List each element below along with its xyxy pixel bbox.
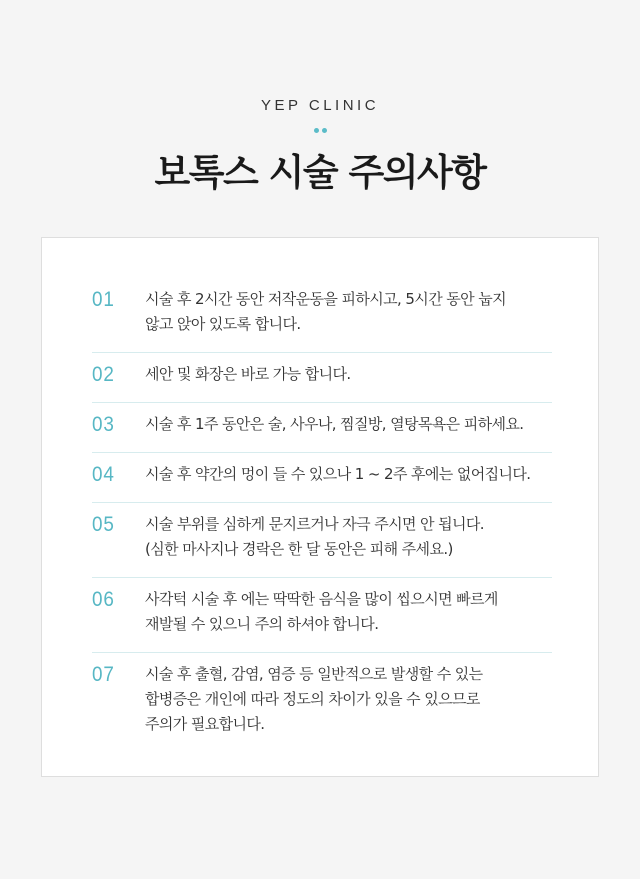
page-title: 보톡스 시술 주의사항 — [154, 151, 486, 194]
brand-label: YEP CLINIC — [260, 97, 380, 114]
item-number: 04 — [92, 463, 115, 486]
item-text-line: 시술 후 약간의 멍이 들 수 있으나 1 ~ 2주 후에는 없어집니다. — [145, 465, 531, 483]
precaution-item — [92, 578, 552, 653]
item-text-line: 재발될 수 있으니 주의 하셔야 합니다. — [145, 615, 379, 633]
item-text-line: 세안 및 화장은 바로 가능 합니다. — [145, 365, 351, 383]
item-text — [145, 587, 552, 637]
precaution-item — [92, 453, 552, 503]
dot-icon — [314, 128, 319, 133]
item-text-line: 합병증은 개인에 따라 정도의 차이가 있을 수 있으므로 — [145, 690, 480, 708]
precaution-item — [92, 278, 552, 353]
item-text — [145, 287, 552, 337]
item-text-line: (심한 마사지나 경락은 한 달 동안은 피해 주세요.) — [145, 540, 453, 558]
decorative-dots — [0, 128, 640, 133]
item-text — [145, 412, 552, 437]
precautions-card — [41, 237, 599, 777]
item-text-line: 시술 후 출혈, 감염, 염증 등 일반적으로 발생할 수 있는 — [145, 665, 483, 683]
item-text — [145, 462, 552, 487]
item-text-line: 사각턱 시술 후 에는 딱딱한 음식을 많이 씹으시면 빠르게 — [145, 590, 498, 608]
precaution-item — [92, 653, 552, 753]
precautions-list — [92, 278, 552, 753]
item-text-line: 주의가 필요합니다. — [145, 715, 265, 733]
item-number: 03 — [92, 413, 115, 436]
item-number: 02 — [92, 363, 115, 386]
item-text-line: 시술 후 2시간 동안 저작운동을 피하시고, 5시간 동안 눕지 — [145, 290, 506, 308]
precaution-item — [92, 403, 552, 453]
precaution-item — [92, 353, 552, 403]
item-text — [145, 362, 552, 387]
item-number: 06 — [92, 588, 115, 611]
item-text — [145, 662, 552, 737]
dot-icon — [322, 128, 327, 133]
item-text — [145, 512, 552, 562]
item-number: 07 — [92, 663, 115, 686]
item-text-line: 시술 부위를 심하게 문지르거나 자극 주시면 안 됩니다. — [145, 515, 484, 533]
item-text-line: 시술 후 1주 동안은 술, 사우나, 찜질방, 열탕목욕은 피하세요. — [145, 415, 524, 433]
item-number: 01 — [92, 288, 115, 311]
item-text-line: 않고 앉아 있도록 합니다. — [145, 315, 301, 333]
item-number: 05 — [92, 513, 115, 536]
precaution-item — [92, 503, 552, 578]
